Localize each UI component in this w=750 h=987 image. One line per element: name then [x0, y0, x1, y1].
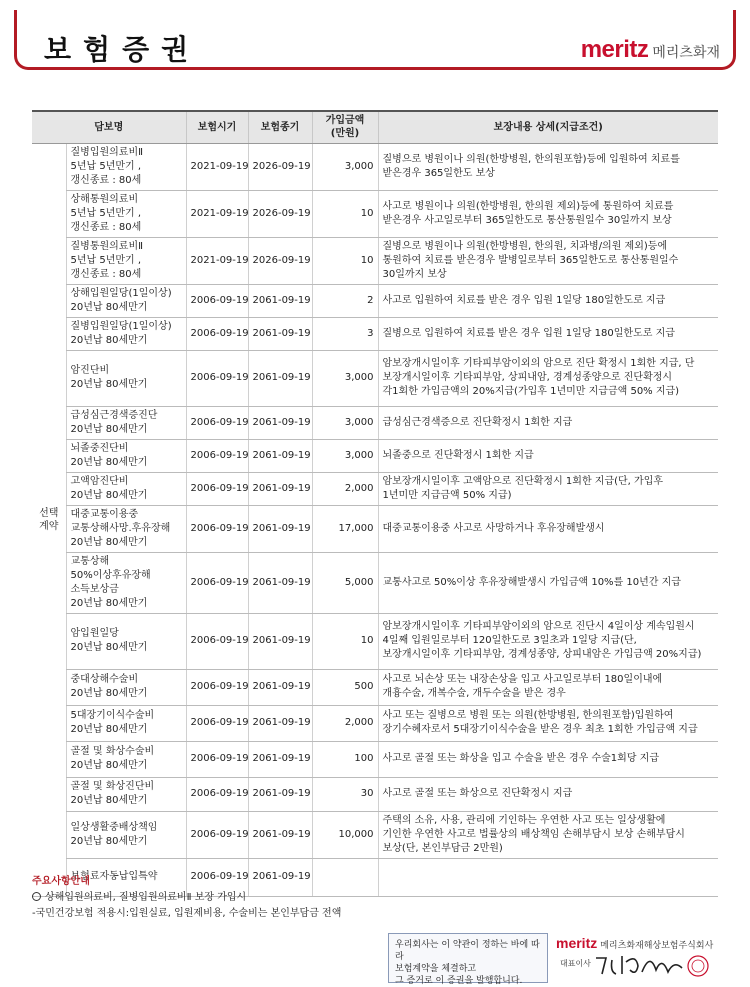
row-amount: 3: [312, 317, 378, 350]
row-name: 뇌졸중진단비 20년납 80세만기: [66, 439, 186, 472]
header-start: 보험시기: [186, 111, 248, 143]
company-brand: meritz: [556, 935, 598, 951]
table-row: [32, 741, 718, 777]
table-row: [32, 143, 718, 190]
coverage-table: [32, 110, 718, 897]
row-name: 암진단비 20년납 80세만기: [66, 350, 186, 406]
row-start: 2006-09-19: [186, 317, 248, 350]
row-end: 2026-09-19: [248, 190, 312, 237]
table-row: [32, 777, 718, 811]
row-amount: 2: [312, 284, 378, 317]
row-detail: [378, 858, 718, 896]
row-amount: 3,000: [312, 406, 378, 439]
row-amount: 10: [312, 237, 378, 284]
group-label: 선택 계약: [32, 143, 66, 896]
row-end: 2061-09-19: [248, 741, 312, 777]
table-row: [32, 552, 718, 613]
table-row: [32, 350, 718, 406]
row-detail: 대중교통이용중 사고로 사망하거나 후유장해발생시: [378, 505, 718, 552]
row-detail: 사고로 병원이나 의원(한방병원, 한의원 제외)등에 통원하여 치료를 받은경우 사고일로부터 365일한도로 통산통원일수 30일까지 보상: [378, 190, 718, 237]
row-start: 2006-09-19: [186, 350, 248, 406]
row-amount: 100: [312, 741, 378, 777]
row-end: 2061-09-19: [248, 811, 312, 858]
row-detail: 급성심근경색증으로 진단확정시 1회한 지급: [378, 406, 718, 439]
row-detail: 사고로 골절 또는 화상으로 진단확정시 지급: [378, 777, 718, 811]
row-end: 2061-09-19: [248, 350, 312, 406]
table-row: [32, 190, 718, 237]
row-amount: 3,000: [312, 350, 378, 406]
row-start: 2006-09-19: [186, 669, 248, 705]
row-name: 급성심근경색증진단 20년납 80세만기: [66, 406, 186, 439]
row-end: 2061-09-19: [248, 705, 312, 741]
page-title: 보험증권: [44, 33, 201, 66]
row-detail: 사고로 뇌손상 또는 내장손상을 입고 사고일로부터 180일이내에 개흉수술, 개복수술, 개두수술을 받은 경우: [378, 669, 718, 705]
row-name: 골절 및 화상진단비 20년납 80세만기: [66, 777, 186, 811]
row-amount: 10: [312, 190, 378, 237]
row-detail: 암보장개시일이후 기타피부암이외의 암으로 진단 확정시 1회한 지급, 단 보장개시일이후 기타피부암, 상피내암, 경계성종양으로 진단확정시 각1회한 가입금액의 20%지급(가입후 1년미만 지급금액 50% 지급): [378, 350, 718, 406]
table-row: [32, 613, 718, 669]
company-name: 메리츠화재해상보험주식회사: [600, 941, 714, 951]
notes-item-1: [32, 890, 341, 906]
row-amount: 10: [312, 613, 378, 669]
row-end: 2061-09-19: [248, 317, 312, 350]
row-detail: 뇌졸중으로 진단확정시 1회한 지급: [378, 439, 718, 472]
row-start: 2006-09-19: [186, 406, 248, 439]
row-name: 5대장기이식수술비 20년납 80세만기: [66, 705, 186, 741]
table-row: [32, 811, 718, 858]
row-amount: 3,000: [312, 439, 378, 472]
logo-sub: 메리츠화재: [652, 45, 720, 61]
row-end: 2061-09-19: [248, 439, 312, 472]
row-name: 골절 및 화상수술비 20년납 80세만기: [66, 741, 186, 777]
row-start: 2006-09-19: [186, 284, 248, 317]
row-amount: 2,000: [312, 705, 378, 741]
row-detail: 암보장개시일이후 고액암으로 진단확정시 1회한 지급(단, 가입후 1년미만 지급금액 50% 지급): [378, 472, 718, 505]
table-row: [32, 472, 718, 505]
table-row: [32, 669, 718, 705]
row-detail: 질병으로 병원이나 의원(한방병원, 한의원포함)등에 입원하여 치료를 받은경우 365일한도 보상: [378, 143, 718, 190]
row-end: 2061-09-19: [248, 669, 312, 705]
row-name: 상해입원일당(1일이상) 20년납 80세만기: [66, 284, 186, 317]
ceo-label: 대표이사: [560, 959, 591, 968]
row-amount: 500: [312, 669, 378, 705]
issue-statement: 우리회사는 이 약관이 정하는 바에 따라 보험계약을 체결하고 그 증거로 이 증권을 발행합니다.: [388, 933, 548, 983]
row-end: 2026-09-19: [248, 237, 312, 284]
row-detail: 사고로 입원하여 치료를 받은 경우 입원 1일당 180일한도로 지급: [378, 284, 718, 317]
header-name: 담보명: [32, 111, 186, 143]
row-name: 일상생활중배상책임 20년납 80세만기: [66, 811, 186, 858]
circle-icon: [32, 892, 41, 901]
table-row: [32, 439, 718, 472]
row-name: 상해통원의료비 5년납 5년만기 , 갱신종료 : 80세: [66, 190, 186, 237]
row-name: 고액암진단비 20년납 80세만기: [66, 472, 186, 505]
row-detail: 암보장개시일이후 기타피부암이외의 암으로 진단시 4일이상 계속입원시 4일째 입원일로부터 120일한도로 3일초과 1일당 지급(단, 보장개시일이후 기타피부암, 경계성종양, 상피내암은 가입금액 20%지급): [378, 613, 718, 669]
row-amount: 5,000: [312, 552, 378, 613]
table-header-row: [32, 111, 718, 143]
notes-item-1-text: 상해입원의료비, 질병입원의료비Ⅱ 보장 가입시: [45, 892, 247, 903]
table-row: [32, 237, 718, 284]
table-row: [32, 505, 718, 552]
notes-item-2: -국민건강보험 적용시:입원실료, 입원제비용, 수술비는 본인부담금 전액: [32, 908, 342, 919]
row-amount: 3,000: [312, 143, 378, 190]
row-name: 질병입원일당(1일이상) 20년납 80세만기: [66, 317, 186, 350]
row-start: 2006-09-19: [186, 439, 248, 472]
row-start: 2006-09-19: [186, 472, 248, 505]
row-amount: 2,000: [312, 472, 378, 505]
row-detail: 질병으로 병원이나 의원(한방병원, 한의원, 치과병/의원 제외)등에 통원하여 치료를 받은경우 발병일로부터 365일한도로 통산통원일수 30일까지 보상: [378, 237, 718, 284]
row-amount: 17,000: [312, 505, 378, 552]
header-end: 보험종기: [248, 111, 312, 143]
row-end: 2061-09-19: [248, 284, 312, 317]
row-name: 질병통원의료비Ⅱ 5년납 5년만기 , 갱신종료 : 80세: [66, 237, 186, 284]
row-end: 2061-09-19: [248, 406, 312, 439]
row-amount: 10,000: [312, 811, 378, 858]
notes-heading: 주요사항안내: [32, 876, 90, 887]
row-start: 2021-09-19: [186, 237, 248, 284]
row-start: 2006-09-19: [186, 777, 248, 811]
table-row: [32, 406, 718, 439]
row-end: 2061-09-19: [248, 777, 312, 811]
row-start: 2006-09-19: [186, 552, 248, 613]
row-detail: 사고로 골절 또는 화상을 입고 수술을 받은 경우 수술1회당 지급: [378, 741, 718, 777]
row-detail: 주택의 소유, 사용, 관리에 기인하는 우연한 사고 또는 일상생활에 기인한 우연한 사고로 법률상의 배상책임 손해부담시 보상 손해부담시 보상(단, 본인부담금 2만원): [378, 811, 718, 858]
row-end: 2061-09-19: [248, 472, 312, 505]
row-start: 2021-09-19: [186, 143, 248, 190]
header-detail: 보장내용 상세(지급조건): [378, 111, 718, 143]
row-end: 2061-09-19: [248, 552, 312, 613]
row-end: 2026-09-19: [248, 143, 312, 190]
row-start: 2006-09-19: [186, 811, 248, 858]
row-start: 2006-09-19: [186, 858, 248, 896]
row-name: 질병입원의료비Ⅱ 5년납 5년만기 , 갱신종료 : 80세: [66, 143, 186, 190]
row-name: 암입원일당 20년납 80세만기: [66, 613, 186, 669]
notes-section: [32, 874, 341, 922]
row-amount: 30: [312, 777, 378, 811]
row-name: 교통상해 50%이상후유장해 소득보상금 20년납 80세만기: [66, 552, 186, 613]
row-detail: 사고 또는 질병으로 병원 또는 의원(한방병원, 한의원포함)입원하여 장기수혜자로서 5대장기이식수술을 받은 경우 최초 1회한 가입금액 지급: [378, 705, 718, 741]
row-detail: 질병으로 입원하여 치료를 받은 경우 입원 1일당 180일한도로 지급: [378, 317, 718, 350]
row-start: 2006-09-19: [186, 613, 248, 669]
header-amount: 가입금액 (만원): [312, 111, 378, 143]
row-name: 보험료자동납입특약: [66, 858, 186, 896]
ceo-signature-icon: [592, 948, 712, 980]
logo-brand: meritz: [580, 36, 649, 63]
row-name: 중대상해수술비 20년납 80세만기: [66, 669, 186, 705]
row-end: 2061-09-19: [248, 505, 312, 552]
row-detail: 교통사고로 50%이상 후유장해발생시 가입금액 10%를 10년간 지급: [378, 552, 718, 613]
meritz-logo: [581, 36, 720, 64]
table-row: [32, 705, 718, 741]
row-end: 2061-09-19: [248, 613, 312, 669]
row-start: 2006-09-19: [186, 505, 248, 552]
row-end: 2061-09-19: [248, 858, 312, 896]
table-row: [32, 317, 718, 350]
row-start: 2006-09-19: [186, 705, 248, 741]
row-name: 대중교통이용중 교통상해사망.후유장해 20년납 80세만기: [66, 505, 186, 552]
row-start: 2006-09-19: [186, 741, 248, 777]
table-row: [32, 284, 718, 317]
row-start: 2021-09-19: [186, 190, 248, 237]
